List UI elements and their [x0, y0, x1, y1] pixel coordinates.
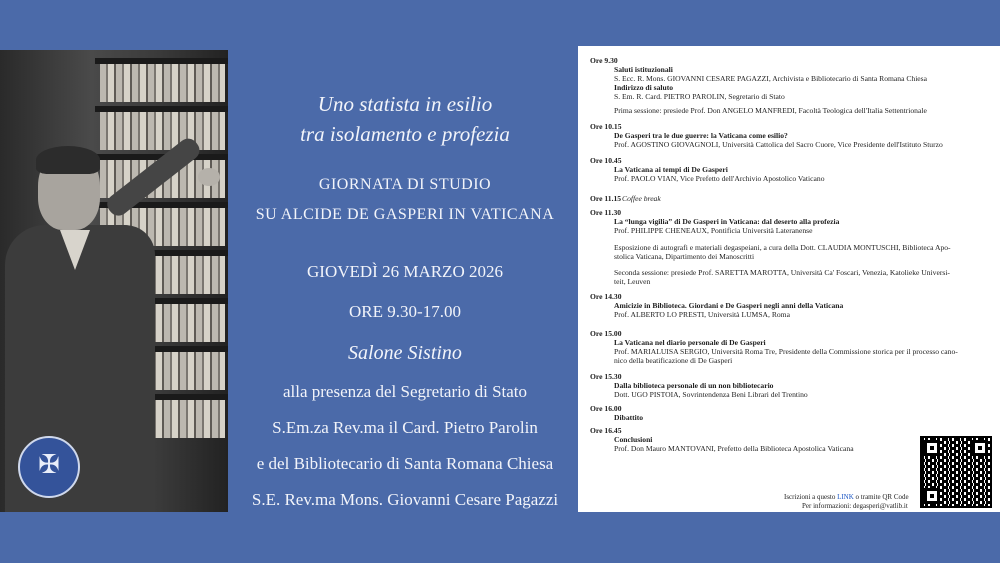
presence-line2: S.Em.za Rev.ma il Card. Pietro Parolin — [272, 418, 538, 437]
program-time: Ore 11.15 — [590, 194, 622, 203]
event-date: GIOVEDÌ 26 MARZO 2026 — [307, 262, 503, 281]
qr-corner — [924, 488, 940, 504]
event-title-line2: tra isolamento e profezia — [300, 122, 510, 146]
contact-info: Per informazioni: degasperi@vatlib.it — [802, 502, 908, 510]
program-detail: Amicizie in Biblioteca. Giordani e De Gasperi negli anni della Vaticana — [614, 301, 844, 310]
program-detail: Prof. AGOSTINO GIOVAGNOLI, Università Cattolica del Sacro Cuore, Vice Presidente dell'Istituto Sturzo — [614, 140, 943, 149]
program-detail: La Vaticana ai tempi di De Gasperi — [614, 165, 728, 174]
vatican-library-seal-icon: ✠ — [18, 436, 80, 498]
program-time: Ore 9.30 — [590, 56, 618, 65]
program-detail: S. Em. R. Card. PIETRO PAROLIN, Segretario di Stato — [614, 92, 785, 101]
registration-post: o tramite QR Code — [853, 493, 909, 501]
program-detail: Dott. UGO PISTOIA, Sovrintendenza Beni Librari del Trentino — [614, 390, 808, 399]
qr-corner — [972, 440, 988, 456]
program-detail: Seconda sessione: presiede Prof. SARETTA MAROTTA, Università Ca' Foscari, Venezia, Katolieke Universi- — [614, 268, 950, 277]
program-time: Ore 15.00 — [590, 329, 622, 338]
event-title-line1: Uno statista in esilio — [317, 92, 493, 116]
registration-line — [784, 493, 909, 501]
program-time: Ore 14.30 — [590, 292, 622, 301]
program-time: Ore 15.30 — [590, 372, 622, 381]
program-detail: Prima sessione: presiede Prof. Don ANGELO MANFREDI, Facoltà Teologica dell'Italia Settentrionale — [614, 106, 927, 115]
program-detail: Esposizione di autografi e materiali degaspeiani, a cura della Dott. CLAUDIA MONTUSCHI, Biblioteca Apo- — [614, 243, 951, 252]
registration-link[interactable]: LINK — [837, 493, 854, 501]
program-detail: La Vaticana nel diario personale di De Gasperi — [614, 338, 766, 347]
books — [100, 112, 225, 150]
program-detail: nico della beatificazione di De Gasperi — [614, 356, 733, 365]
program-time: Ore 10.45 — [590, 156, 622, 165]
program-detail: stolica Vaticana, Dipartimento dei Manoscritti — [614, 252, 755, 261]
qr-corner — [924, 440, 940, 456]
program-detail: Prof. PAOLO VIAN, Vice Prefetto dell'Archivio Apostolico Vaticano — [614, 174, 825, 183]
books — [100, 64, 225, 102]
event-subtitle-line1: GIORNATA DI STUDIO — [318, 176, 492, 193]
program-detail: S. Ecc. R. Mons. GIOVANNI CESARE PAGAZZI, Archivista e Bibliotecario di Santa Romana Chiesa — [614, 74, 927, 83]
program-detail: Indirizzo di saluto — [614, 83, 674, 92]
event-venue: Salone Sistino — [348, 342, 462, 364]
program-detail: Prof. MARIALUISA SERGIO, Università Roma Tre, Presidente della Commissione storica per il processo cano- — [614, 347, 958, 356]
program-time: Ore 16.00 — [590, 404, 622, 413]
man-hair — [36, 146, 100, 174]
event-time: ORE 9.30-17.00 — [349, 302, 461, 321]
program-detail: Conclusioni — [614, 435, 653, 444]
program-time: Ore 11.30 — [590, 208, 622, 217]
qr-code-icon[interactable] — [920, 436, 992, 508]
program-detail: De Gasperi tra le due guerre: la Vaticana come esilio? — [614, 131, 788, 140]
program-time: Ore 16.45 — [590, 426, 622, 435]
event-subtitle-line2: SU ALCIDE DE GASPERI IN VATICANA — [255, 206, 555, 223]
man-hand — [198, 168, 220, 186]
presence-line4: S.E. Rev.ma Mons. Giovanni Cesare Pagazzi — [251, 490, 559, 509]
program-detail: Prof. Don Mauro MANTOVANI, Prefetto della Biblioteca Apostolica Vaticana — [614, 444, 854, 453]
registration-pre: Iscrizioni a questo — [784, 493, 838, 501]
program-detail: Prof. PHILIPPE CHENEAUX, Pontificia Università Lateranense — [614, 226, 813, 235]
coffee-break: Coffee break — [622, 194, 661, 203]
program-panel — [578, 46, 1000, 512]
program-detail: Prof. ALBERTO LO PRESTI, Università LUMSA, Roma — [614, 310, 790, 319]
presence-line3: e del Bibliotecario di Santa Romana Chiesa — [256, 454, 554, 473]
program-time: Ore 10.15 — [590, 122, 622, 131]
program-detail: Dalla biblioteca personale di un non bibliotecario — [614, 381, 774, 390]
program-detail: La “lunga vigilia” di De Gasperi in Vaticana: dal deserto alla profezia — [614, 217, 840, 226]
presence-line1: alla presenza del Segretario di Stato — [282, 382, 528, 401]
program-detail: teit, Leuven — [614, 277, 651, 286]
program-detail: Saluti istituzionali — [614, 65, 673, 74]
program-detail: Dibattito — [614, 413, 644, 422]
